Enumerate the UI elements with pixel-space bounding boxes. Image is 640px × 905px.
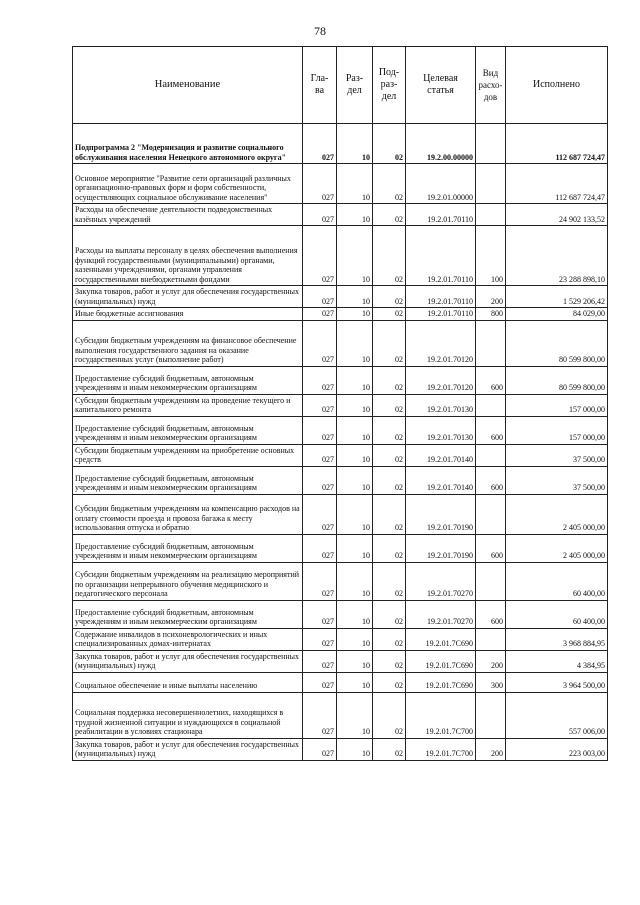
row-name: Субсидии бюджетным учреждениям на приобретение основных средств: [73, 444, 303, 466]
row-expense-type: 300: [476, 672, 506, 692]
row-subsection: 02: [373, 320, 406, 366]
row-target: 19.2.01.70110: [406, 286, 476, 308]
row-section: 10: [337, 738, 373, 760]
row-target: 19.2.01.70110: [406, 204, 476, 226]
row-section: 10: [337, 124, 373, 164]
row-chapter: 027: [303, 692, 337, 738]
row-target: 19.2.01.7С690: [406, 628, 476, 650]
row-executed: 24 902 133,52: [506, 204, 608, 226]
row-executed: 112 687 724,47: [506, 124, 608, 164]
row-chapter: 027: [303, 394, 337, 416]
row-executed: 3 968 884,95: [506, 628, 608, 650]
table-row: [73, 204, 608, 226]
table-row: [73, 366, 608, 394]
row-name: Предоставление субсидий бюджетным, автономным учреждениям и иным некоммерческим организациям: [73, 534, 303, 562]
row-executed: 37 500,00: [506, 466, 608, 494]
row-chapter: 027: [303, 416, 337, 444]
row-section: 10: [337, 534, 373, 562]
row-expense-type: 800: [476, 308, 506, 321]
table-row: [73, 600, 608, 628]
row-executed: 157 000,00: [506, 416, 608, 444]
row-expense-type: [476, 562, 506, 600]
row-chapter: 027: [303, 650, 337, 672]
row-executed: 80 599 800,00: [506, 320, 608, 366]
row-expense-type: 200: [476, 286, 506, 308]
row-chapter: 027: [303, 124, 337, 164]
row-section: 10: [337, 600, 373, 628]
table-row: [73, 416, 608, 444]
row-section: 10: [337, 320, 373, 366]
table-row: [73, 672, 608, 692]
row-executed: 157 000,00: [506, 394, 608, 416]
row-subsection: 02: [373, 650, 406, 672]
row-subsection: 02: [373, 308, 406, 321]
row-subsection: 02: [373, 286, 406, 308]
row-section: 10: [337, 672, 373, 692]
row-chapter: 027: [303, 600, 337, 628]
row-subsection: 02: [373, 466, 406, 494]
row-subsection: 02: [373, 416, 406, 444]
row-name: Предоставление субсидий бюджетным, автономным учреждениям и иным некоммерческим организациям: [73, 600, 303, 628]
header-subsection: Под- раз- дел: [373, 47, 406, 124]
row-name: Предоставление субсидий бюджетным, автономным учреждениям и иным некоммерческим организациям: [73, 466, 303, 494]
header-name: Наименование: [73, 47, 303, 124]
table-row: [73, 562, 608, 600]
row-section: 10: [337, 226, 373, 286]
row-executed: 23 288 898,10: [506, 226, 608, 286]
table-row: [73, 164, 608, 204]
row-section: 10: [337, 562, 373, 600]
row-subsection: 02: [373, 394, 406, 416]
row-expense-type: [476, 320, 506, 366]
row-executed: 2 405 000,00: [506, 494, 608, 534]
row-name: Закупка товаров, работ и услуг для обеспечения государственных (муниципальных) нужд: [73, 738, 303, 760]
row-subsection: 02: [373, 600, 406, 628]
row-section: 10: [337, 650, 373, 672]
row-expense-type: 600: [476, 366, 506, 394]
row-section: 10: [337, 366, 373, 394]
row-subsection: 02: [373, 628, 406, 650]
row-target: 19.2.01.70190: [406, 494, 476, 534]
row-subsection: 02: [373, 534, 406, 562]
table-row: [73, 494, 608, 534]
row-chapter: 027: [303, 494, 337, 534]
table-row: [73, 226, 608, 286]
row-expense-type: [476, 204, 506, 226]
row-subsection: 02: [373, 226, 406, 286]
header-executed: Исполнено: [506, 47, 608, 124]
row-expense-type: [476, 628, 506, 650]
row-target: 19.2.01.70270: [406, 600, 476, 628]
row-name: Субсидии бюджетным учреждениям на финансовое обеспечение выполнения государственного задания на оказание государственных услуг (выполнение работ): [73, 320, 303, 366]
row-executed: 80 599 800,00: [506, 366, 608, 394]
row-subsection: 02: [373, 204, 406, 226]
row-name: Социальная поддержка несовершеннолетних, находящихся в трудной жизненной ситуации и нуждающихся в социальной реабилитации в условиях стационара: [73, 692, 303, 738]
row-target: 19.2.01.00000: [406, 164, 476, 204]
row-section: 10: [337, 286, 373, 308]
row-target: 19.2.01.7С700: [406, 738, 476, 760]
row-name: Расходы на обеспечение деятельности подведомственных казённых учреждений: [73, 204, 303, 226]
row-name: Закупка товаров, работ и услуг для обеспечения государственных (муниципальных) нужд: [73, 286, 303, 308]
row-target: 19.2.01.70140: [406, 444, 476, 466]
row-subsection: 02: [373, 494, 406, 534]
row-name: Субсидии бюджетным учреждениям на проведение текущего и капитального ремонта: [73, 394, 303, 416]
row-target: 19.2.01.70190: [406, 534, 476, 562]
table-row: [73, 286, 608, 308]
row-name: Предоставление субсидий бюджетным, автономным учреждениям и иным некоммерческим организациям: [73, 366, 303, 394]
row-expense-type: 600: [476, 534, 506, 562]
table-row: [73, 534, 608, 562]
row-section: 10: [337, 204, 373, 226]
row-target: 19.2.01.7С700: [406, 692, 476, 738]
row-section: 10: [337, 416, 373, 444]
header-chapter: Гла- ва: [303, 47, 337, 124]
row-name: Расходы на выплаты персоналу в целях обеспечения выполнения функций государственными (муниципальными) органами, казенными учреждениями, органами управления государственными внебюджетными фондами: [73, 226, 303, 286]
row-target: 19.2.01.70110: [406, 226, 476, 286]
row-subsection: 02: [373, 672, 406, 692]
row-name: Социальное обеспечение и иные выплаты населению: [73, 672, 303, 692]
table-row: [73, 320, 608, 366]
row-executed: 1 529 206,42: [506, 286, 608, 308]
row-name: Субсидии бюджетным учреждениям на реализацию мероприятий по организации непрерывного обучения медицинского и педагогического персонала: [73, 562, 303, 600]
row-name: Основное мероприятие "Развитие сети организаций различных организационно-правовых форм и форм собственности, осуществляющих социальное обслуживание населения": [73, 164, 303, 204]
row-executed: 37 500,00: [506, 444, 608, 466]
row-target: 19.2.01.70140: [406, 466, 476, 494]
row-chapter: 027: [303, 562, 337, 600]
row-name: Содержание инвалидов в психоневрологических и иных специализированных домах-интернатах: [73, 628, 303, 650]
row-executed: 60 400,00: [506, 562, 608, 600]
row-expense-type: [476, 692, 506, 738]
row-name: Субсидии бюджетным учреждениям на компенсацию расходов на оплату стоимости проезда и провоза багажа к месту использования отпуска и обратно: [73, 494, 303, 534]
row-executed: 4 384,95: [506, 650, 608, 672]
table-row: [73, 738, 608, 760]
row-subsection: 02: [373, 164, 406, 204]
row-subsection: 02: [373, 444, 406, 466]
row-chapter: 027: [303, 286, 337, 308]
row-expense-type: [476, 494, 506, 534]
row-chapter: 027: [303, 466, 337, 494]
row-section: 10: [337, 444, 373, 466]
row-expense-type: 600: [476, 466, 506, 494]
row-target: 19.2.01.70270: [406, 562, 476, 600]
row-chapter: 027: [303, 226, 337, 286]
row-section: 10: [337, 164, 373, 204]
row-expense-type: 100: [476, 226, 506, 286]
row-expense-type: [476, 164, 506, 204]
row-subsection: 02: [373, 738, 406, 760]
row-executed: 223 003,00: [506, 738, 608, 760]
row-section: 10: [337, 494, 373, 534]
row-executed: 60 400,00: [506, 600, 608, 628]
row-subsection: 02: [373, 366, 406, 394]
row-chapter: 027: [303, 204, 337, 226]
row-name: Подпрограмма 2 "Модернизация и развитие социального обслуживания населения Ненецкого автономного округа": [73, 124, 303, 164]
table-row: [73, 124, 608, 164]
table-row: [73, 466, 608, 494]
row-chapter: 027: [303, 444, 337, 466]
row-subsection: 02: [373, 562, 406, 600]
row-executed: 2 405 000,00: [506, 534, 608, 562]
row-expense-type: 200: [476, 738, 506, 760]
row-section: 10: [337, 394, 373, 416]
table-row: [73, 650, 608, 672]
row-chapter: 027: [303, 308, 337, 321]
row-target: 19.2.01.7С690: [406, 650, 476, 672]
row-section: 10: [337, 308, 373, 321]
row-expense-type: 200: [476, 650, 506, 672]
row-target: 19.2.01.70110: [406, 308, 476, 321]
row-target: 19.2.01.70120: [406, 366, 476, 394]
table-header-row: [73, 47, 608, 124]
row-target: 19.2.01.70130: [406, 394, 476, 416]
header-expense-type: Вид расхо- дов: [476, 47, 506, 124]
table-row: [73, 394, 608, 416]
row-expense-type: [476, 444, 506, 466]
row-chapter: 027: [303, 534, 337, 562]
row-expense-type: [476, 124, 506, 164]
row-target: 19.2.01.7С690: [406, 672, 476, 692]
row-section: 10: [337, 692, 373, 738]
row-section: 10: [337, 466, 373, 494]
row-chapter: 027: [303, 164, 337, 204]
row-name: Предоставление субсидий бюджетным, автономным учреждениям и иным некоммерческим организациям: [73, 416, 303, 444]
row-expense-type: 600: [476, 600, 506, 628]
row-target: 19.2.00.00000: [406, 124, 476, 164]
row-section: 10: [337, 628, 373, 650]
table-row: [73, 444, 608, 466]
table-row: [73, 692, 608, 738]
row-chapter: 027: [303, 628, 337, 650]
row-executed: 3 964 500,00: [506, 672, 608, 692]
table-row: [73, 628, 608, 650]
row-executed: 112 687 724,47: [506, 164, 608, 204]
header-target: Целевая статья: [406, 47, 476, 124]
row-chapter: 027: [303, 672, 337, 692]
row-subsection: 02: [373, 692, 406, 738]
row-target: 19.2.01.70130: [406, 416, 476, 444]
row-chapter: 027: [303, 366, 337, 394]
row-chapter: 027: [303, 738, 337, 760]
row-name: Закупка товаров, работ и услуг для обеспечения государственных (муниципальных) нужд: [73, 650, 303, 672]
row-name: Иные бюджетные ассигнования: [73, 308, 303, 321]
row-executed: 557 006,00: [506, 692, 608, 738]
row-expense-type: 600: [476, 416, 506, 444]
budget-table: [72, 46, 608, 761]
row-target: 19.2.01.70120: [406, 320, 476, 366]
header-section: Раз- дел: [337, 47, 373, 124]
row-chapter: 027: [303, 320, 337, 366]
table-row: [73, 308, 608, 321]
row-expense-type: [476, 394, 506, 416]
row-subsection: 02: [373, 124, 406, 164]
row-executed: 84 029,00: [506, 308, 608, 321]
page-number: 78: [314, 24, 326, 38]
